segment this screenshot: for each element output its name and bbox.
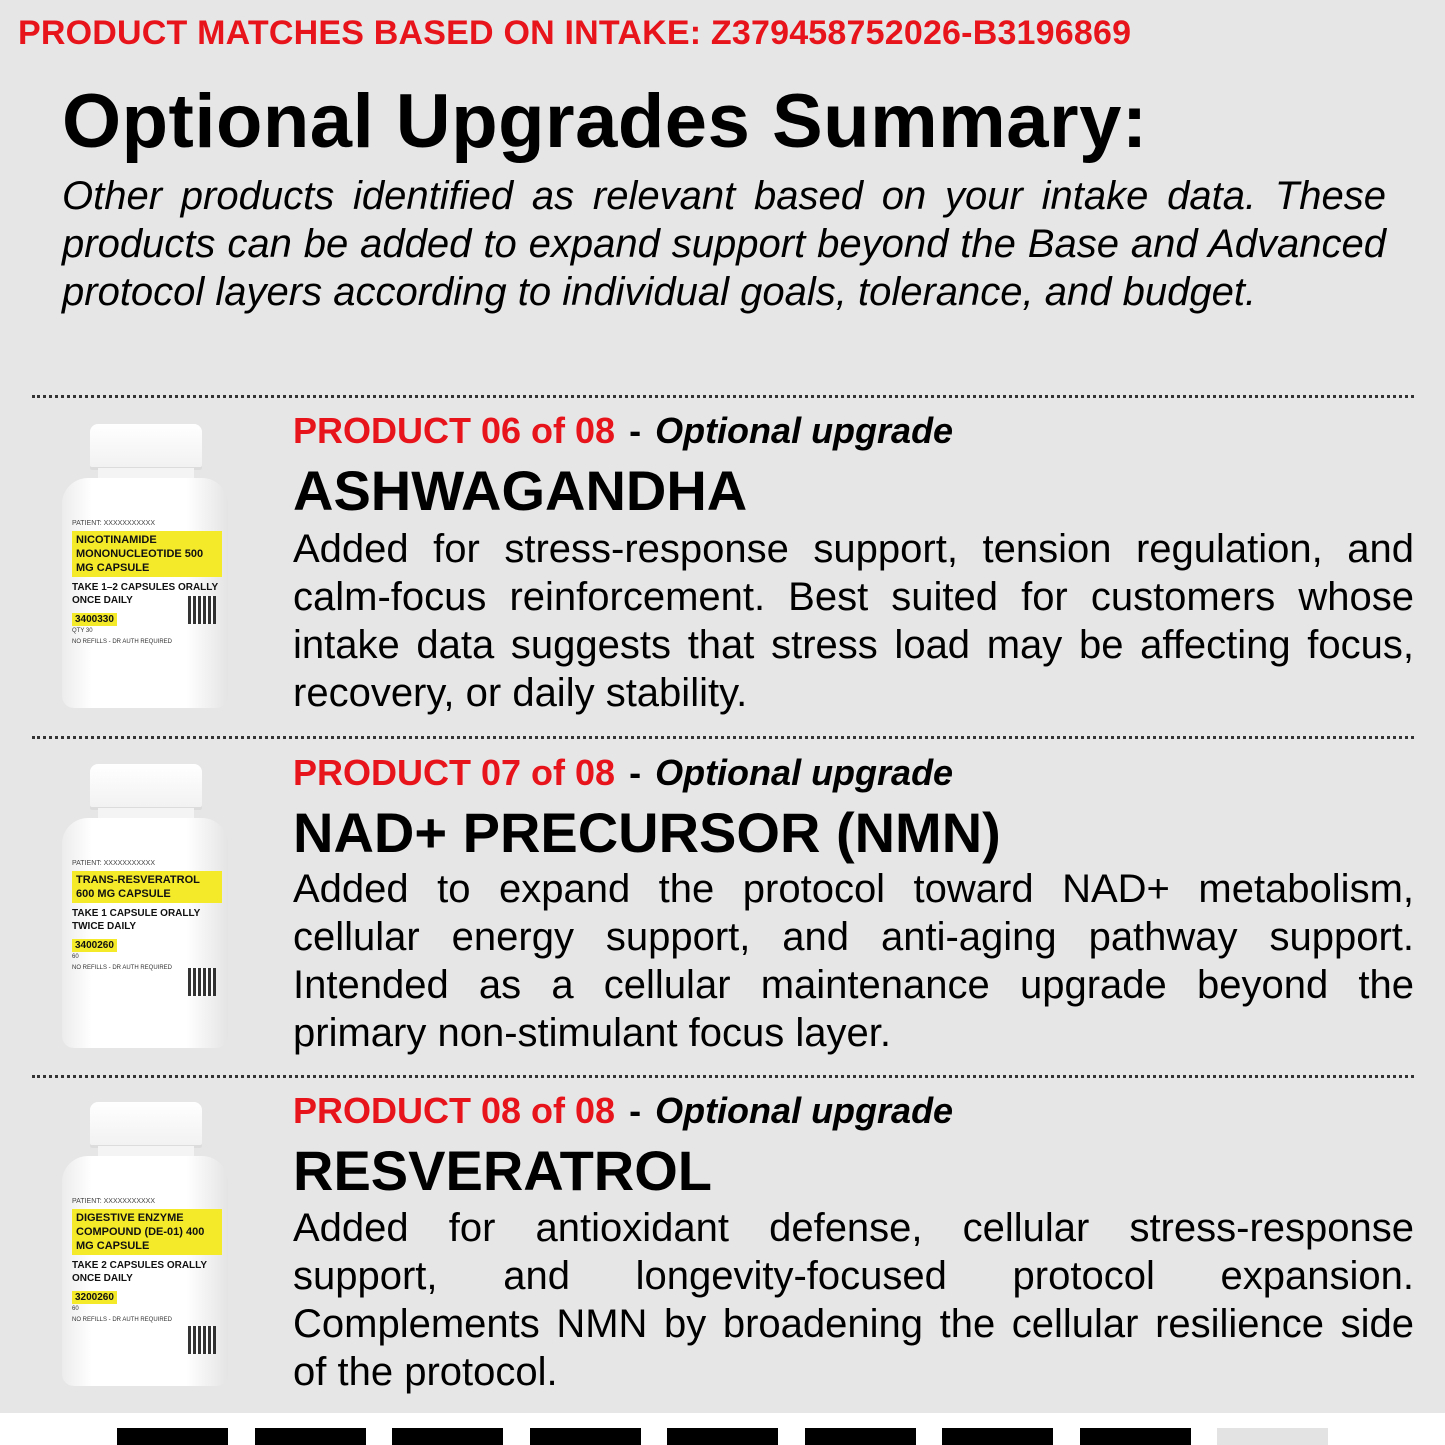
product-name: ASHWAGANDHA: [293, 459, 748, 522]
bottle-qty: QTY 30: [72, 628, 93, 634]
product-type: Optional upgrade: [655, 1090, 954, 1131]
qr-code-icon: [188, 968, 216, 996]
progress-segment: [942, 1428, 1053, 1445]
tag-separator: -: [629, 1090, 642, 1131]
bottle-rx-number: 3200260: [72, 1291, 117, 1304]
product-tag: [293, 752, 953, 794]
product-number: PRODUCT 08 of 08: [293, 1090, 616, 1131]
product-description: Added to expand the protocol toward NAD+ metabolism, cellular energy support, and anti-aging pathway support. Intended as a cellular maintenance upgrade beyond the primary non-stimulant focus layer.: [293, 867, 1414, 1055]
product-number: PRODUCT 06 of 08: [293, 410, 616, 451]
bottle-footer: NO REFILLS - DR AUTH REQUIRED: [72, 1317, 173, 1323]
bottle-drug-name: DIGESTIVE ENZYME COMPOUND (DE-01) 400 MG CAPSULE: [72, 1209, 222, 1255]
progress-segment: [117, 1428, 228, 1445]
progress-segment: [255, 1428, 366, 1445]
bottle-footer: NO REFILLS - DR AUTH REQUIRED: [72, 639, 173, 645]
progress-segment: [530, 1428, 641, 1445]
product-bottle-image: [62, 1102, 230, 1392]
bottle-patient: PATIENT: XXXXXXXXXXX: [72, 860, 155, 867]
product-type: Optional upgrade: [655, 410, 954, 451]
bottle-directions: TAKE 1 CAPSULE ORALLY TWICE DAILY: [72, 908, 201, 932]
product-name: NAD+ PRECURSOR (NMN): [293, 801, 1001, 864]
product-type: Optional upgrade: [655, 752, 954, 793]
bottle-directions: TAKE 2 CAPSULES ORALLY ONCE DAILY: [72, 1260, 207, 1284]
bottle-footer: NO REFILLS - DR AUTH REQUIRED: [72, 965, 173, 971]
bottle-patient: PATIENT: XXXXXXXXXXX: [72, 520, 155, 527]
tag-separator: -: [629, 410, 642, 451]
product-name: RESVERATROL: [293, 1139, 712, 1202]
product-tag: [293, 410, 953, 452]
bottle-qty: 60: [72, 1306, 79, 1312]
bottle-patient: PATIENT: XXXXXXXXXXX: [72, 1198, 155, 1205]
product-description: Added for antioxidant defense, cellular stress-response support, and longevity-focused protocol expansion. Complements NMN by broadening the cellular resilience side of the protocol.: [293, 1206, 1414, 1394]
page-title: Optional Upgrades Summary:: [62, 79, 1148, 164]
qr-code-icon: [188, 596, 216, 624]
divider: [32, 736, 1414, 739]
progress-segment: [392, 1428, 503, 1445]
divider: [32, 1075, 1414, 1078]
qr-code-icon: [188, 1326, 216, 1354]
intro-text: Other products identified as relevant based on your intake data. These products can be added to expand support beyond the Base and Advanced protocol layers according to individual goals, tolerance, and budget.: [62, 174, 1386, 314]
progress-segment: [1217, 1428, 1328, 1445]
bottle-drug-name: TRANS-RESVERATROL 600 MG CAPSULE: [72, 871, 222, 903]
intake-reference: PRODUCT MATCHES BASED ON INTAKE: Z379458752026-B3196869: [18, 14, 1132, 52]
product-bottle-image: [62, 764, 230, 1054]
bottle-qty: 60: [72, 954, 79, 960]
divider: [32, 395, 1414, 398]
progress-segment: [667, 1428, 778, 1445]
product-description: Added for stress-response support, tension regulation, and calm-focus reinforcement. Best suited for customers whose intake data suggests that stress load may be affecting focus, recovery, or daily stability.: [293, 527, 1414, 715]
bottle-rx-number: 3400330: [72, 613, 117, 626]
tag-separator: -: [629, 752, 642, 793]
product-bottle-image: [62, 424, 230, 714]
bottle-drug-name: NICOTINAMIDE MONONUCLEOTIDE 500 MG CAPSULE: [72, 531, 222, 577]
progress-segment: [805, 1428, 916, 1445]
product-tag: [293, 1090, 953, 1132]
product-number: PRODUCT 07 of 08: [293, 752, 616, 793]
bottle-directions: TAKE 1–2 CAPSULES ORALLY ONCE DAILY: [72, 582, 218, 606]
bottle-rx-number: 3400260: [72, 939, 117, 952]
progress-segment: [1080, 1428, 1191, 1445]
